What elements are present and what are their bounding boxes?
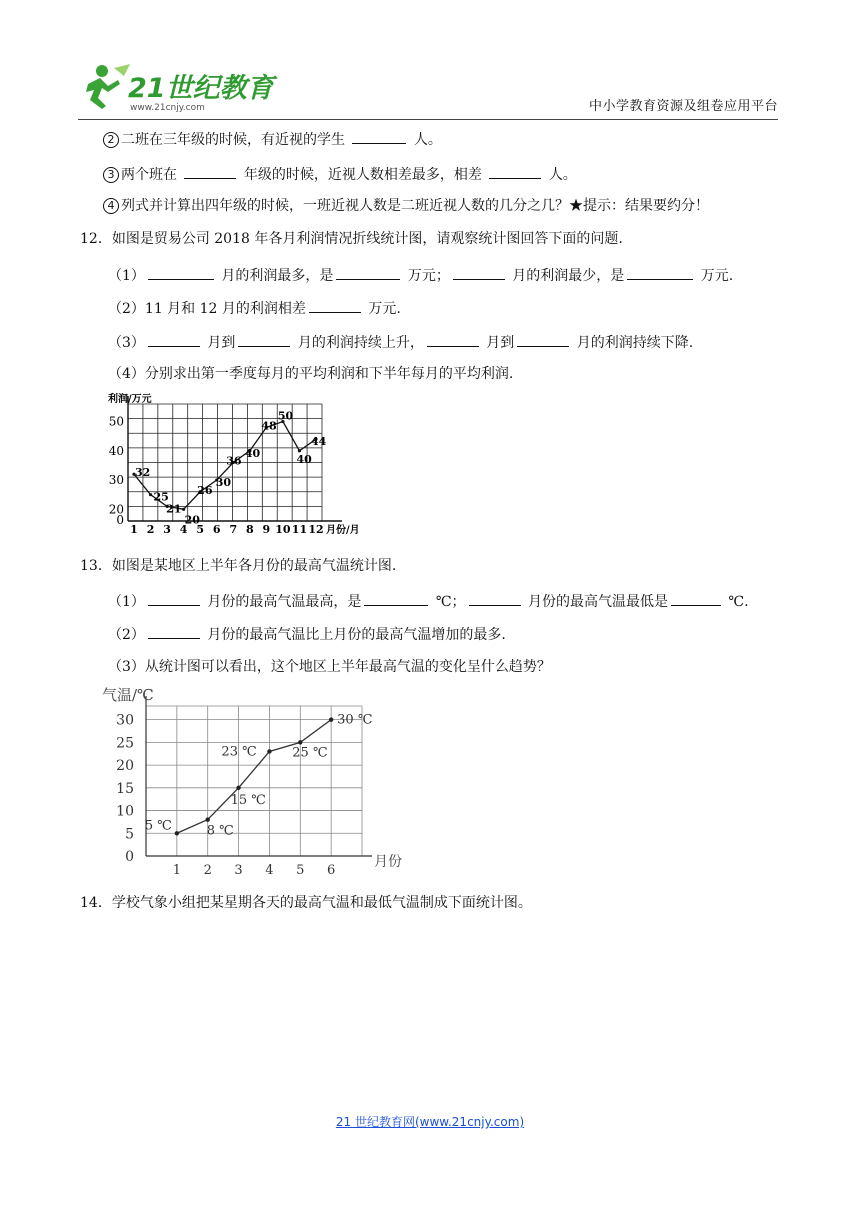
y-axis-label: 气温/℃: [102, 686, 154, 704]
series-line: [177, 720, 331, 834]
data-label: 30: [215, 476, 232, 490]
data-label: 21: [166, 502, 182, 516]
y-tick-label: 30: [108, 473, 124, 488]
answer-blank[interactable]: [517, 331, 569, 347]
logo-url: www.21cnjy.com: [130, 103, 205, 113]
q13-title: 13．如图是某地区上半年各月份的最高气温统计图.: [80, 558, 397, 574]
data-point: [236, 786, 240, 790]
answer-blank[interactable]: [336, 264, 400, 280]
y-axis-label: 利润/万元: [108, 394, 152, 405]
circle-number: 4: [103, 198, 119, 214]
x-tick-label: 6: [327, 863, 336, 878]
footer-link[interactable]: 21 世纪教育网(www.21cnjy.com): [335, 1115, 525, 1129]
data-label: 23 ℃: [221, 744, 257, 760]
x-tick-label: 8: [245, 523, 254, 536]
x-tick-label: 2: [146, 523, 155, 536]
data-label: 25 ℃: [292, 745, 328, 761]
answer-blank[interactable]: [489, 163, 541, 179]
x-tick-label: 3: [163, 523, 171, 536]
q11-item3: 3 两个班在 年级的时候，近视人数相差最多，相差 人。: [103, 163, 577, 185]
y-tick-label: 0: [116, 513, 124, 527]
data-label: 32: [135, 466, 151, 480]
answer-blank[interactable]: [148, 590, 200, 606]
x-tick-label: 7: [229, 523, 238, 536]
q12-part2: （2）11 月和 12 月的利润相差 万元.: [108, 297, 401, 319]
y-tick-label: 20: [116, 758, 134, 775]
x-tick-label: 1: [130, 523, 138, 536]
data-point: [149, 493, 152, 496]
header-divider: [78, 119, 778, 120]
answer-blank[interactable]: [427, 331, 479, 347]
q12-part3: （3） 月到 月的利润持续上升， 月到 月的利润持续下降.: [108, 331, 693, 353]
data-label: 40: [296, 452, 312, 466]
data-label: 20: [184, 513, 200, 527]
q13-part3: （3）从统计图可以看出，这个地区上半年最高气温的变化呈什么趋势？: [108, 659, 551, 675]
q11-item4: 4 列式并计算出四年级的时候，一班近视人数是二班近视人数的几分之几？★提示：结果要约分！: [103, 196, 709, 216]
data-label: 30 ℃: [337, 712, 373, 728]
runner-icon: [86, 64, 130, 109]
answer-blank[interactable]: [364, 590, 428, 606]
x-tick-label: 5: [196, 523, 205, 536]
q13-part2: （2） 月份的最高气温比上月份的最高气温增加的最多.: [108, 623, 506, 645]
answer-blank[interactable]: [148, 264, 214, 280]
x-tick-label: 11: [291, 523, 308, 536]
data-label: 50: [277, 409, 294, 423]
answer-blank[interactable]: [671, 590, 721, 606]
q11-item2: 2 二班在三年级的时候，有近视的学生 人。: [103, 128, 442, 150]
y-tick-label: 20: [108, 502, 124, 517]
data-point: [175, 831, 179, 835]
data-point: [298, 740, 302, 744]
y-tick-label: 40: [108, 443, 124, 458]
x-tick-label: 4: [179, 523, 188, 536]
x-tick-label: 2: [203, 863, 212, 878]
data-point: [182, 508, 185, 511]
y-tick-label: 30: [116, 712, 134, 729]
logo: [78, 62, 274, 113]
data-point: [267, 749, 271, 753]
data-point: [206, 817, 210, 821]
data-label: 48: [261, 419, 277, 433]
circle-number: 2: [103, 132, 119, 148]
page-header: [78, 62, 778, 120]
data-label: 40: [244, 446, 261, 460]
data-label: 44: [311, 435, 327, 449]
data-label: 15 ℃: [230, 792, 266, 808]
data-label: 36: [226, 454, 242, 468]
answer-blank[interactable]: [309, 297, 361, 313]
x-tick-label: 3: [234, 863, 243, 878]
x-tick-label: 4: [265, 863, 274, 878]
y-tick-label: 15: [116, 780, 134, 797]
x-tick-label: 10: [275, 523, 291, 536]
q12-part4: （4）分别求出第一季度每月的平均利润和下半年每月的平均利润.: [108, 366, 514, 382]
platform-name: 中小学教育资源及组卷应用平台: [588, 99, 778, 114]
x-tick-label: 9: [262, 523, 271, 536]
y-tick-label: 5: [125, 826, 134, 843]
answer-blank[interactable]: [352, 128, 406, 144]
x-axis-label: 月份: [374, 854, 402, 870]
answer-blank[interactable]: [453, 264, 505, 280]
x-tick-label: 5: [296, 863, 305, 878]
x-tick-label: 12: [308, 523, 324, 536]
q13-part1: （1） 月份的最高气温最高，是 ℃； 月份的最高气温最低是 ℃.: [108, 590, 749, 612]
y-tick-label: 0: [125, 849, 134, 865]
q12-part1: （1） 月的利润最多，是 万元； 月的利润最少，是 万元.: [108, 264, 733, 286]
y-tick-label: 25: [116, 735, 134, 752]
temperature-line-chart: [96, 684, 402, 880]
profit-line-chart: [100, 390, 360, 540]
data-label: 25: [153, 490, 169, 504]
data-point: [329, 717, 333, 721]
y-tick-label: 50: [108, 414, 124, 429]
data-label: 8 ℃: [206, 823, 234, 839]
answer-blank[interactable]: [469, 590, 521, 606]
q14-title: 14．学校气象小组把某星期各天的最高气温和最低气温制成下面统计图。: [80, 895, 532, 911]
circle-number: 3: [103, 167, 119, 183]
x-tick-label: 1: [172, 863, 181, 878]
logo-text: 21世纪教育: [128, 73, 274, 104]
answer-blank[interactable]: [148, 623, 200, 639]
data-label: 5 ℃: [144, 818, 172, 834]
q12-title: 12．如图是贸易公司 2018 年各月利润情况折线统计图，请观察统计图回答下面的问题.: [80, 231, 623, 247]
x-axis-label: 月份/月: [326, 525, 360, 536]
data-label: 26: [197, 483, 213, 497]
answer-blank[interactable]: [184, 163, 236, 179]
y-tick-label: 10: [116, 803, 134, 820]
answer-blank[interactable]: [148, 331, 200, 347]
x-tick-label: 6: [212, 523, 221, 536]
answer-blank[interactable]: [238, 331, 290, 347]
answer-blank[interactable]: [627, 264, 693, 280]
